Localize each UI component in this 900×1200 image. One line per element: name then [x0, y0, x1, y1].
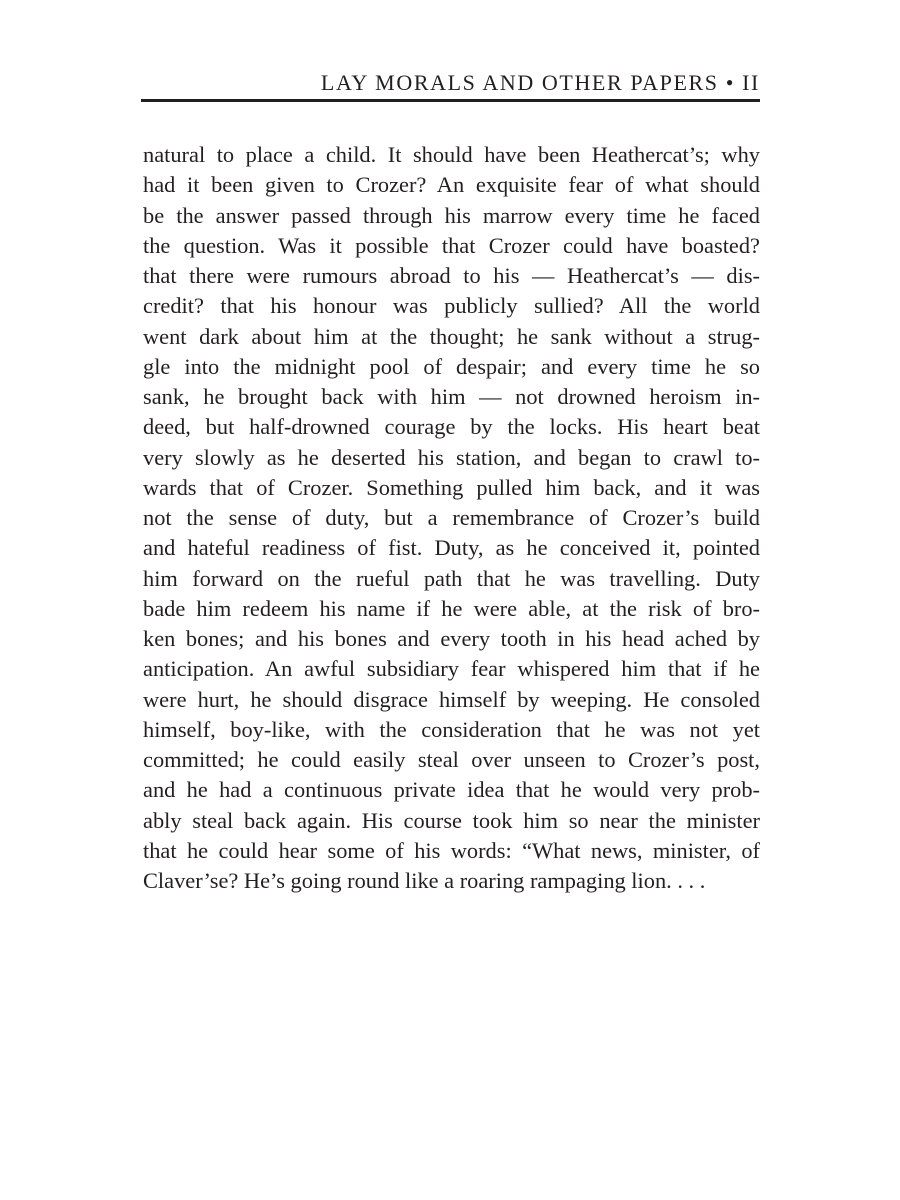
text-line: very slowly as he deserted his station, and began to crawl to-	[143, 444, 760, 470]
text-line: be the answer passed through his marrow every time he faced	[143, 202, 760, 228]
text-line: gle into the midnight pool of despair; and every time he so	[143, 353, 760, 379]
text-line: went dark about him at the thought; he sank without a strug-	[143, 323, 760, 349]
text-line: ably steal back again. His course took him so near the minister	[143, 807, 760, 833]
text-line: himself, boy-like, with the consideration that he was not yet	[143, 716, 760, 742]
text-line: natural to place a child. It should have been Heathercat’s; why	[143, 142, 760, 167]
text-line: wards that of Crozer. Something pulled him back, and it was	[143, 474, 760, 500]
text-line: not the sense of duty, but a remembrance of Crozer’s build	[143, 505, 760, 530]
running-header: LAY MORALS AND OTHER PAPERS • II	[320, 70, 760, 95]
text-line: and hateful readiness of fist. Duty, as he conceived it, pointed	[143, 535, 760, 561]
text-line: were hurt, he should disgrace himself by weeping. He consoled	[143, 686, 760, 712]
text-line: Claver’se? He’s going round like a roaring rampaging lion. . . .	[143, 868, 706, 893]
body-text	[143, 140, 760, 896]
header-rule	[141, 99, 760, 102]
text-line: deed, but half-drowned courage by the locks. His heart beat	[143, 414, 760, 440]
text-line: and he had a continuous private idea that he would very prob-	[143, 777, 760, 803]
text-line: him forward on the rueful path that he was travelling. Duty	[143, 565, 760, 591]
text-line: committed; he could easily steal over unseen to Crozer’s post,	[143, 747, 760, 772]
text-line: sank, he brought back with him — not drowned heroism in-	[143, 384, 760, 409]
text-line: credit? that his honour was publicly sullied? All the world	[143, 293, 760, 319]
text-line: anticipation. An awful subsidiary fear whispered him that if he	[143, 656, 760, 682]
text-line: ken bones; and his bones and every tooth in his head ached by	[143, 626, 760, 651]
text-line: that he could hear some of his words: “What news, minister, of	[143, 837, 760, 863]
text-line: the question. Was it possible that Crozer could have boasted?	[143, 232, 760, 258]
text-line: had it been given to Crozer? An exquisite fear of what should	[143, 172, 760, 198]
text-line: that there were rumours abroad to his — Heathercat’s — dis-	[143, 263, 760, 288]
text-line: bade him redeem his name if he were able, at the risk of bro-	[143, 595, 760, 621]
